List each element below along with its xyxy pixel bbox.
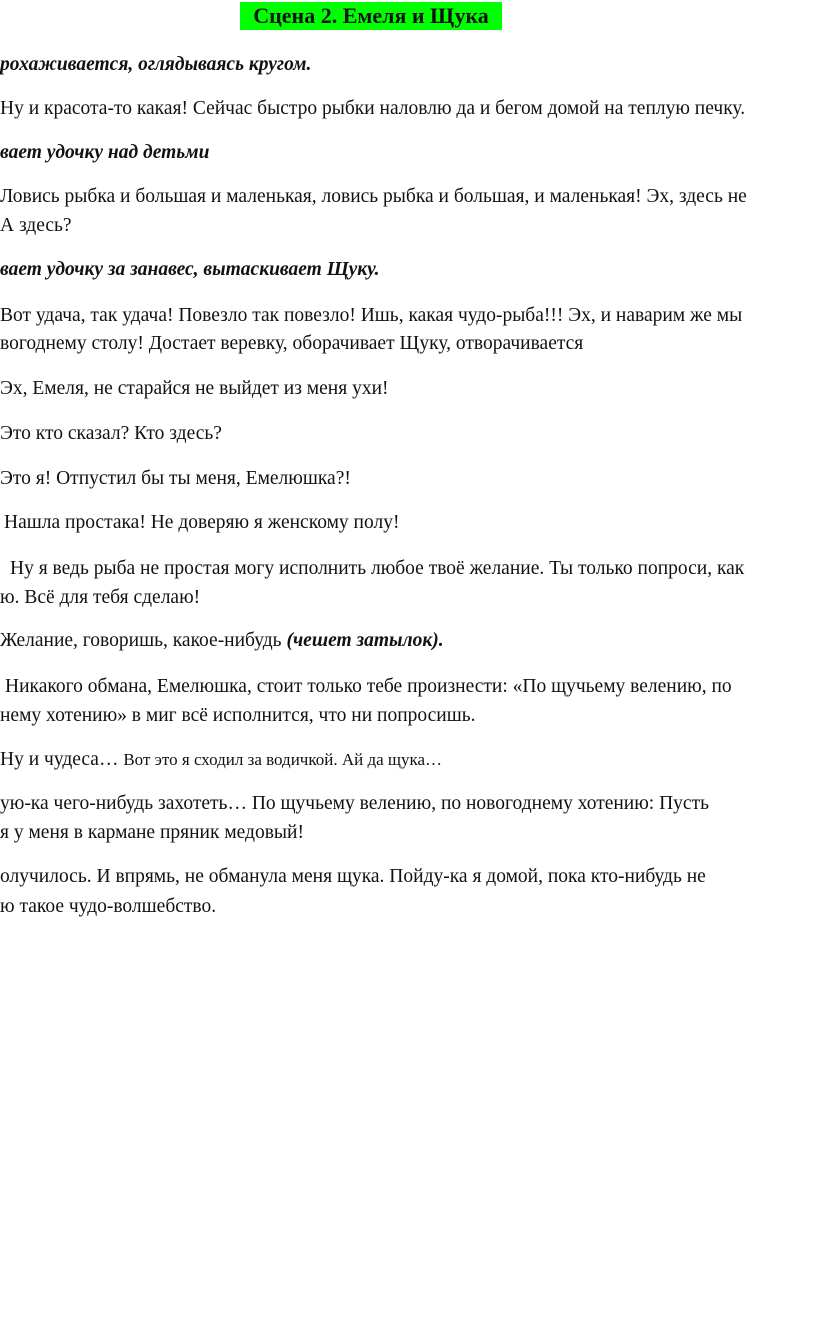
stage-direction: вает удочку над детьми (0, 142, 210, 163)
dialogue-line: ую-ка чего-нибудь захотеть… По щучьему велению, по новогоднему хотению: Пусть (0, 793, 709, 814)
dialogue-line (0, 748, 442, 772)
dialogue-line (0, 629, 444, 653)
dialogue-line: Ну я ведь рыба не простая могу исполнить любое твоё желание. Ты только попроси, как (10, 558, 745, 579)
dialogue-text: Желание, говоришь, какое-нибудь (0, 630, 287, 651)
stage-direction: вает удочку за занавес, вытаскивает Щуку. (0, 259, 380, 280)
dialogue-line: Никакого обмана, Емелюшка, стоит только тебе произнести: «По щучьему велению, по (5, 676, 732, 697)
dialogue-line: Нашла простака! Не доверяю я женскому полу! (4, 512, 400, 533)
dialogue-text: Ну и чудеса… (0, 749, 124, 770)
dialogue-line: я у меня в кармане пряник медовый! (0, 822, 304, 843)
dialogue-line: Вот удача, так удача! Повезло так повезло! Ишь, какая чудо-рыба!!! Эх, и наварим же мы (0, 305, 743, 326)
dialogue-line: ю. Всё для тебя сделаю! (0, 587, 201, 608)
dialogue-line: Ловись рыбка и большая и маленькая, ловись рыбка и большая, и маленькая! Эх, здесь не (0, 186, 747, 207)
dialogue-line: Это кто сказал? Кто здесь? (0, 423, 222, 444)
dialogue-line: Это я! Отпустил бы ты меня, Емелюшка?! (0, 468, 351, 489)
dialogue-line: вогоднему столу! Достает веревку, оборачивает Щуку, отворачивается (0, 333, 584, 354)
dialogue-line: Эх, Емеля, не старайся не выйдет из меня ухи! (0, 378, 389, 399)
dialogue-line: А здесь? (0, 215, 72, 236)
scene-title: Сцена 2. Емеля и Щука (240, 2, 502, 30)
dialogue-line: нему хотению» в миг всё исполнится, что ни попросишь. (0, 705, 476, 726)
dialogue-line: ю такое чудо-волшебство. (0, 896, 217, 917)
dialogue-line: олучилось. И впрямь, не обманула меня щука. Пойду-ка я домой, пока кто-нибудь не (0, 866, 706, 887)
dialogue-line: Ну и красота-то какая! Сейчас быстро рыбки наловлю да и бегом домой на теплую печку. (0, 98, 746, 119)
dialogue-text-small: Вот это я сходил за водичкой. Ай да щука… (123, 750, 443, 769)
stage-direction: рохаживается, оглядываясь кругом. (0, 54, 312, 75)
stage-direction-inline: (чешет затылок). (286, 630, 444, 651)
